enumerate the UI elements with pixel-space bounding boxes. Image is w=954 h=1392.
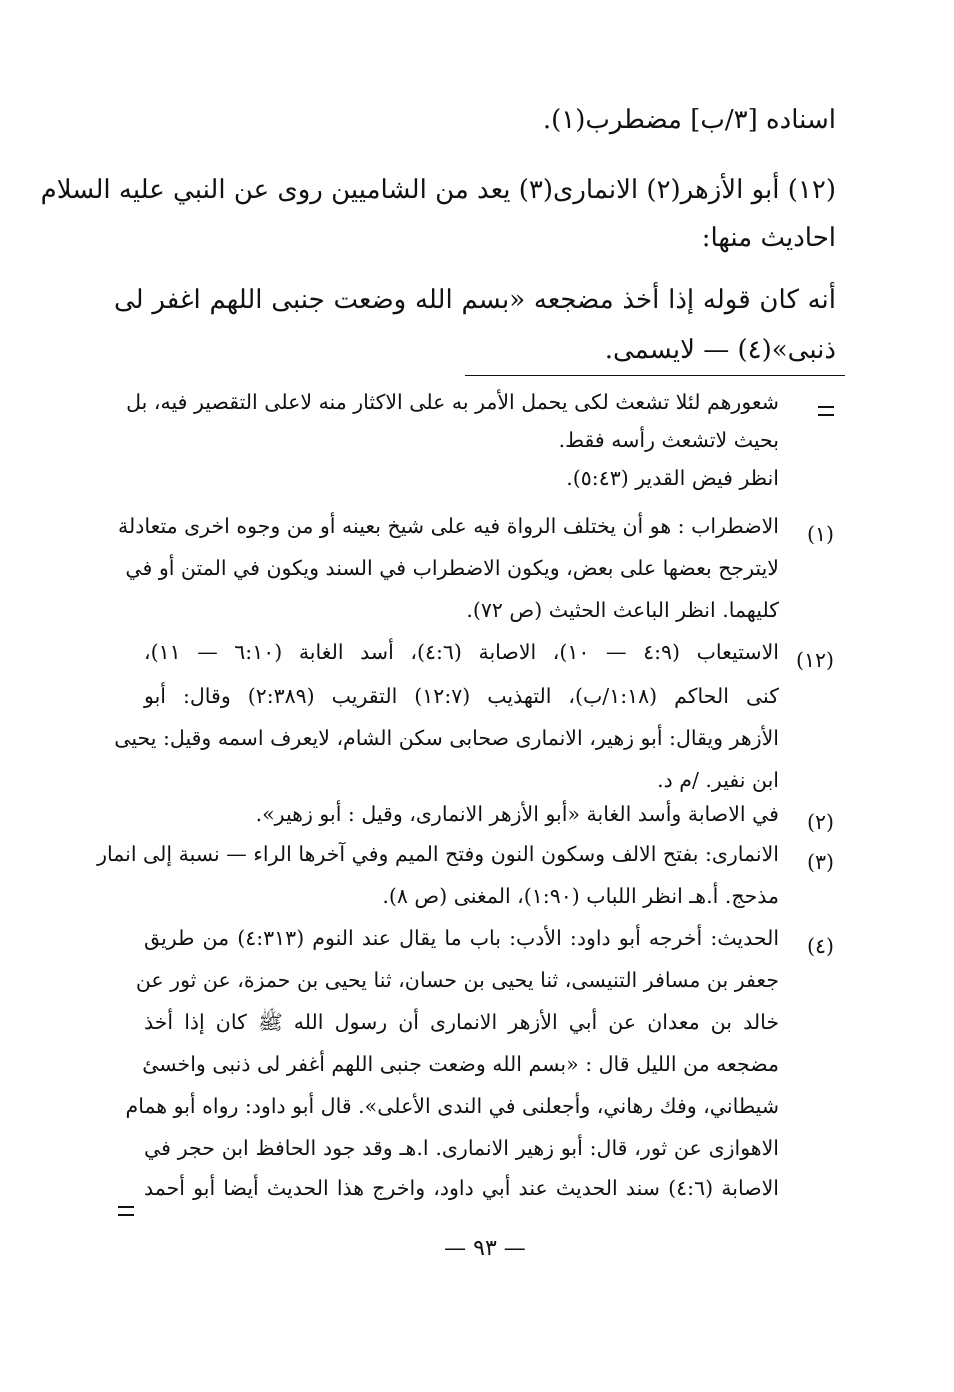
page-number: — ٩٣ —: [444, 1236, 526, 1261]
footnote-separator: [465, 375, 845, 376]
footnote-line: الاستيعاب (٤:٩ — ١٠)، الاصابة (٤:٦)، أسد الغابة (٦:١٠ — ١١)،: [144, 640, 779, 664]
footnote-line: الانمارى: بفتح الالف وسكون النون وفتح الميم وفي آخرها الراء — نسبة إلى انمار: [97, 842, 779, 866]
footnote-line: ابن نفير. /م د.: [657, 768, 779, 792]
footnote-line: الاضطراب : هو أن يختلف الرواة فيه على شيخ بعينه أو من وجوه اخرى متعادلة: [117, 514, 779, 538]
footnote-line: مضجعه من الليل قال : «بسم الله وضعت جنبى اللهم أغفر لى ذنبى واخسئ: [142, 1052, 779, 1076]
continuation-line: بحيث لاتشعث رأسه فقط.: [558, 428, 779, 452]
footnote-number: (١٢): [795, 648, 834, 672]
footnote-line: جعفر بن مسافر التنيسى، ثنا يحيى بن حسان، ثنا يحيى بن حمزة، عن ثور عن: [135, 968, 779, 992]
footnote-line: خالد بن معدان عن أبي الأزهر الانمارى أن رسول الله ﷺ كان إذا أخذ: [144, 1010, 779, 1034]
body-line-3: احاديث منها:: [701, 223, 836, 253]
continuation-line: شعورهم لئلا تشعث لكى يحمل الأمر به على الاكثار منه لاعلى التقصير فيه، بل: [126, 390, 779, 414]
footnote-number: (٢): [806, 810, 834, 834]
body-line-5: ذنبى»(٤) — لايسمى.: [604, 335, 836, 365]
footnote-line: الاهوازى عن ثور، قال: أبو زهير الانمارى. ا.هـ وقد جود الحافظ ابن حجر في: [144, 1136, 779, 1160]
continuation-line: انظر فيض القدير (٥:٤٣).: [566, 466, 779, 490]
body-line-2: (١٢) أبو الأزهر(٢) الانمارى(٣) يعد من الشاميين روى عن النبي عليه السلام: [40, 175, 836, 205]
footnote-number: (١): [806, 522, 834, 546]
footnote-line: الاصابة (٤:٦) سند الحديث عند أبي داود، واخرج هذا الحديث أيضا أبو أحمد: [144, 1176, 779, 1200]
footnote-line: شيطاني، وفك رهاني، وأجعلنى في الندى الأعلى». قال أبو داود: رواه أبو همام: [125, 1094, 779, 1118]
footnote-line: مذحج. أ.هـ انظر اللباب (١:٩٠)، المغنى (ص ٨).: [382, 884, 779, 908]
footnote-line: لايترجح بعضها على بعض، ويكون الاضطراب في السند ويكون في المتن أو في: [125, 556, 779, 580]
continues-mark: [118, 1206, 134, 1216]
body-line-4: أنه كان قوله إذا أخذ مضجعه «بسم الله وضعت جنبى اللهم اغفر لى: [114, 285, 836, 315]
continuation-mark: [818, 406, 834, 416]
footnote-line: الحديث: أخرجه أبو داود: الأدب: باب ما يقال عند النوم (٤:٣١٣) من طريق: [144, 926, 780, 950]
footnote-line: في الاصابة وأسد الغابة «أبو الأزهر الانمارى، وقيل : أبو زهير».: [255, 802, 779, 826]
footnote-number: (٤): [806, 934, 834, 958]
footnote-line: كنى الحاكم (١:١٨/ب)، التهذيب (١٢:٧) التقريب (٢:٣٨٩) وقال: أبو: [144, 684, 779, 708]
footnote-number: (٣): [806, 850, 834, 874]
footnote-line: الأزهر ويقال: أبو زهير، الانمارى صحابى سكن الشام، لايعرف اسمه وقيل: يحيى: [114, 726, 779, 750]
footnote-line: كليهما. انظر الباعث الحثيث (ص ٧٢).: [466, 598, 779, 622]
body-line-1: اسناده [٣/ب] مضطرب(١).: [542, 105, 836, 135]
